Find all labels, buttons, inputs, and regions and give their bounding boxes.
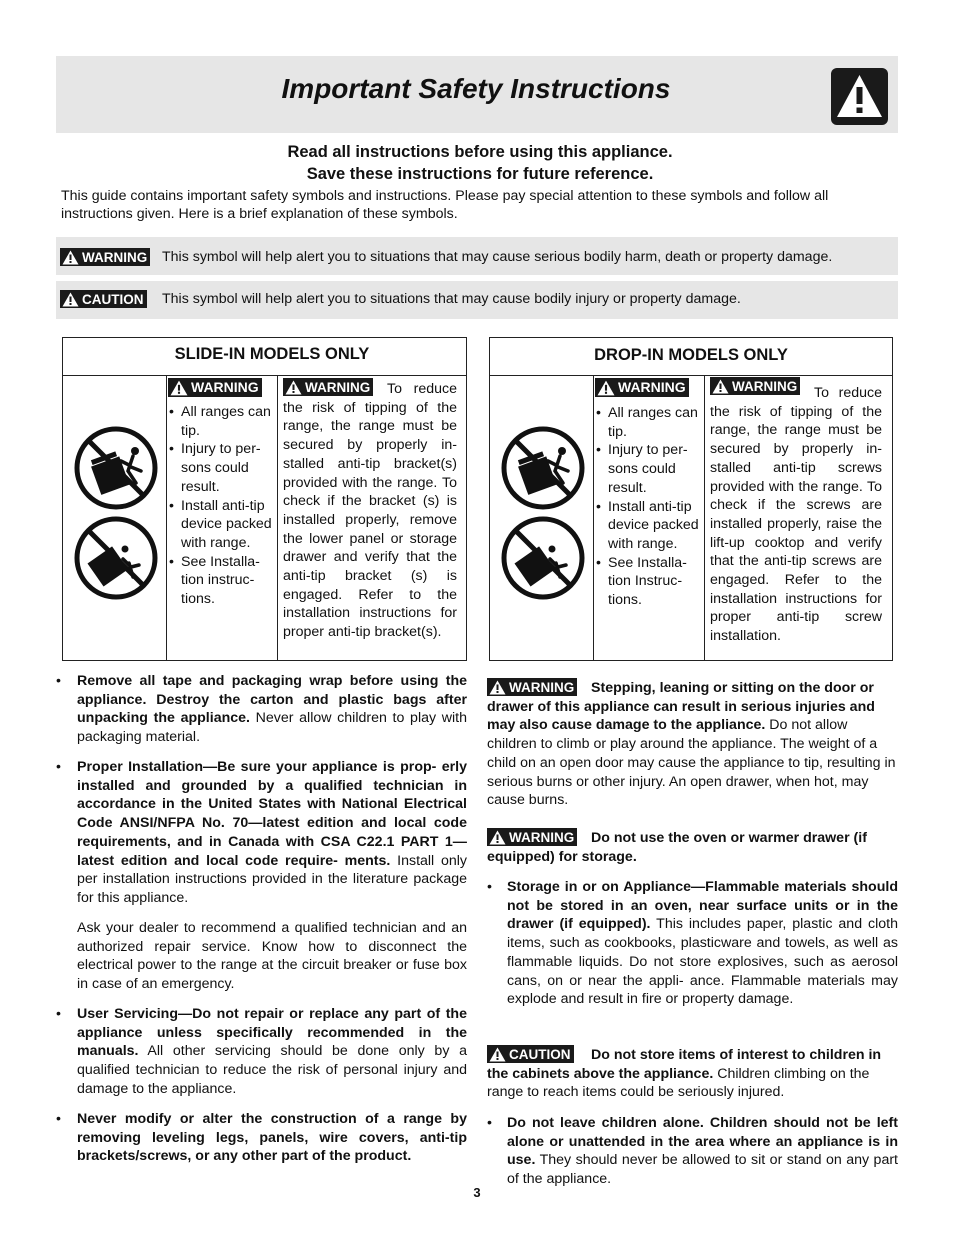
warning-triangle-icon [62,292,79,307]
divider [62,375,467,376]
bold-text: Never modify or alter the construction of a range by removing leveling legs, panels, wire covers, anti-tip brackets/screws, or any other part of the product. [77,1111,467,1165]
range-tipping-icon [500,515,586,606]
bullet-dot: • [56,1111,61,1127]
paragraph [507,1114,898,1189]
warning-triangle-icon [597,380,615,396]
divider [593,375,594,661]
bullet-dot: • [56,1006,61,1022]
bullet-dot: • [487,1115,492,1131]
list-item: • All ranges can tip. [169,403,275,440]
bold-text: User Servicing—Do not repair or replace any part of the appliance unless specifically recommended in the manuals. [77,1006,467,1060]
bullet-dot: • [56,759,61,775]
bold-text: Do not store items of interest to children in the cabinets above the appliance. [487,1047,882,1082]
bullet-user-servicing [56,1005,467,1099]
list-item: • Injury to per- sons could result. [169,440,275,496]
bullet-remove-tape [56,672,467,747]
list-item: • Install anti-tip device packed with range. [169,497,275,553]
dealer-paragraph: Ask your dealer to recommend a qualified technician and an authorized repair service. Know how to disconnect the electrical power to the range at the circuit breaker or fuse box in case of an emergency. [77,920,467,993]
divider [166,375,167,661]
bullet-dot: • [487,879,492,895]
list-item: • All ranges can tip. [596,404,702,441]
drop-in-bullets [596,404,702,610]
text: Do not allow children to climb or play around the appliance. The weight of a child on an open door may cause the appliance to tip, resulting in serious burns or other injury. An open drawer, when hot, may cause burns. [487,717,896,809]
range-tipping-icon [73,515,159,606]
divider [704,375,705,661]
slide-in-warning-label-2: WARNING [283,378,373,396]
text: Never allow children to play with packaging material. [77,710,467,746]
text: Install only per installation instructions provided in the literature package for this appliance. [77,852,467,906]
bullet-never-modify [56,1110,467,1166]
warning-label: WARNING [487,828,577,846]
paragraph [507,878,898,1009]
warning-label: WARNING [487,678,577,696]
warning-label: WARNING [60,248,150,266]
warning-triangle-icon [489,680,506,695]
text: They should never be allowed to sit or stand on any part of the appliance. [507,1152,898,1188]
warning-triangle-icon [62,250,79,265]
warning-triangle-icon [712,379,729,394]
bold-text: Do not leave children alone. Children should not be left alone or unattended in the area where an appliance is in use. [507,1115,898,1169]
slide-in-text: To reduce the risk of tipping of the range, the range must be secured by properly in- stalled anti-tip bracket(s) provided with the range. To check if the bracket (s) is installed properly, remove the lower panel or storage drawer and verify that the anti-tip bracket (s) is engaged. Refer to the installation instructions for proper anti-tip bracket(s). [283,381,457,641]
bold-text: Stepping, leaning or sitting on the door or drawer of this appliance can result in serious injuries and may also cause damage to the appliance. [487,680,875,734]
warning-triangle-icon [285,380,302,395]
bullet-children-alone [487,1114,898,1189]
bold-text: Remove all tape and packaging wrap before using the appliance. Destroy the carton and plastic bags after unpacking the appliance. [77,673,467,727]
warning-triangle-icon [489,830,506,845]
bold-text: Storage in or on Appliance—Flammable materials should not be stored in an oven, near surface units or in the drawer (if equipped). [507,879,898,933]
list-item: • Injury to per- sons could result. [596,441,702,497]
warning-triangle-icon [170,380,188,396]
warning-stepping-paragraph [487,679,898,810]
list-item: • Install anti-tip device packed with range. [596,498,702,554]
bullet-proper-installation [56,758,467,908]
caution-symbol-text: This symbol will help alert you to situations that may cause bodily injury or property damage. [162,291,741,307]
slide-in-bullets [169,403,275,609]
warning-triangle-icon [831,68,888,125]
page-number: 3 [473,1185,481,1200]
slide-in-warning-label: WARNING [168,378,262,397]
paragraph [77,672,467,747]
paragraph [77,1005,467,1099]
bullet-dot: • [56,673,61,689]
drop-in-text: To reduce the risk of tipping of the range, the range must be secured by properly in- stalled anti-tip screws provided with the range. To check if the screws are installed properly, raise the lift-up cooktop and verify that the anti-tip screws are engaged. Refer to the installation instructions for proper anti-tip screw installation. [710,385,882,645]
text: Children climbing on the range to reach items could be seriously injured. [487,1065,870,1101]
read-all-instructions: Read all instructions before using this appliance. [287,143,673,161]
paragraph [77,1110,467,1166]
caution-label: CAUTION [487,1045,574,1063]
intro-paragraph: This guide contains important safety symbols and instructions. Please pay special attention to these symbols and follow all instructions given. Here is a brief explanation of these symbols. [61,188,829,222]
drop-in-heading: DROP-IN MODELS ONLY [594,346,788,364]
list-item: • See Installa- tion instruc- tions. [169,553,275,609]
text: This includes paper, plastic and cloth items, such as cookbooks, plasticware and towels, as well as flammable liquids. Do not store explosives, such as aerosol cans, on or near the appli- ance. Flammable materials may explode and result in fire or property damage. [507,916,898,1008]
divider [489,375,893,376]
page-title: Important Safety Instructions [281,73,671,104]
caution-label: CAUTION [60,290,147,308]
bold-text: Proper Installation—Be sure your appliance is prop- erly installed and grounded by a qualified technician in accordance in the United States with National Electrical Code ANSI/NFPA No. 70—latest edition and local code requirements, and in Canada with CSA C22.1 PART 1—latest edition and local code require- ments. [77,759,467,869]
range-tipping-icon [73,425,159,516]
bullet-storage [487,878,898,1009]
slide-in-heading: SLIDE-IN MODELS ONLY [174,345,370,363]
bold-text: Do not use the oven or warmer drawer (if equipped) for storage. [487,830,867,865]
paragraph [77,758,467,908]
drop-in-warning-label: WARNING [595,378,689,397]
list-item: • See Installa- tion Instruc- tions. [596,554,702,610]
drop-in-warning-label-2: WARNING [710,377,800,395]
warning-triangle-icon [489,1047,506,1062]
divider [277,375,278,661]
save-instructions: Save these instructions for future reference. [306,165,654,183]
warning-symbol-text: This symbol will help alert you to situations that may cause serious bodily harm, death or property damage. [162,249,833,265]
range-tipping-icon [500,425,586,516]
text: All other servicing should be done only by a qualified technician to reduce the risk of personal injury and damage to the appliance. [77,1043,467,1097]
